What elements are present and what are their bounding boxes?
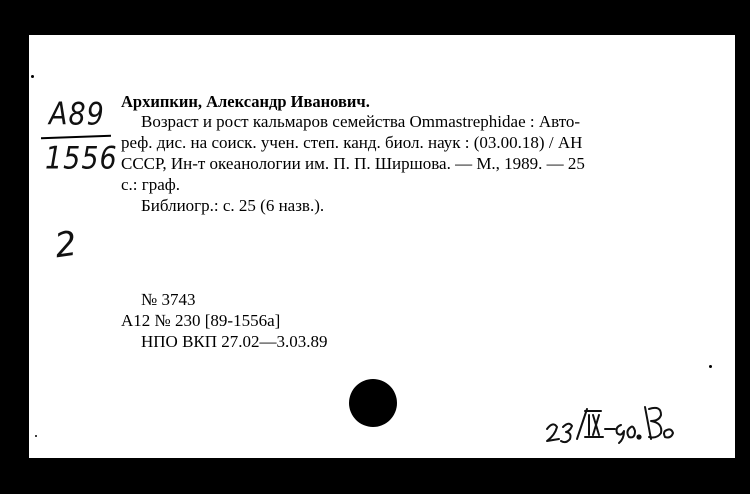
scan-speck	[709, 365, 712, 368]
punch-hole	[349, 379, 397, 427]
handwritten-date-drawing	[541, 399, 691, 451]
entry-line: Возраст и рост кальмаров семейства Ommastrephidae : Авто-	[141, 112, 581, 131]
scan-speck	[31, 75, 34, 78]
entry-line: СССР, Ин-т океанологии им. П. П. Ширшова. — М., 1989. — 25	[121, 154, 585, 173]
entry-line: с.: граф.	[121, 175, 181, 194]
handwritten-date-note	[541, 399, 691, 451]
holding-code: А12 № 230 [89-1556а]	[121, 311, 281, 330]
catalog-card	[29, 35, 735, 458]
shelf-mark-divider	[41, 135, 111, 139]
holdings-block	[121, 289, 328, 352]
handwritten-copy-mark: 2	[52, 223, 80, 267]
bibliographic-entry	[121, 111, 585, 216]
bibliography-note: Библиогр.: с. 25 (6 назв.).	[141, 196, 325, 215]
holding-number: № 3743	[141, 290, 196, 309]
shelf-mark-bottom: 1556	[45, 140, 118, 177]
shelf-mark-top: А89	[49, 96, 105, 133]
author-heading: Архипкин, Александр Иванович.	[121, 92, 370, 111]
scan-speck	[35, 435, 37, 437]
received-stamp: НПО ВКП 27.02—3.03.89	[141, 332, 328, 351]
entry-line: реф. дис. на соиск. учен. степ. канд. биол. наук : (03.00.18) / АН	[121, 133, 583, 152]
